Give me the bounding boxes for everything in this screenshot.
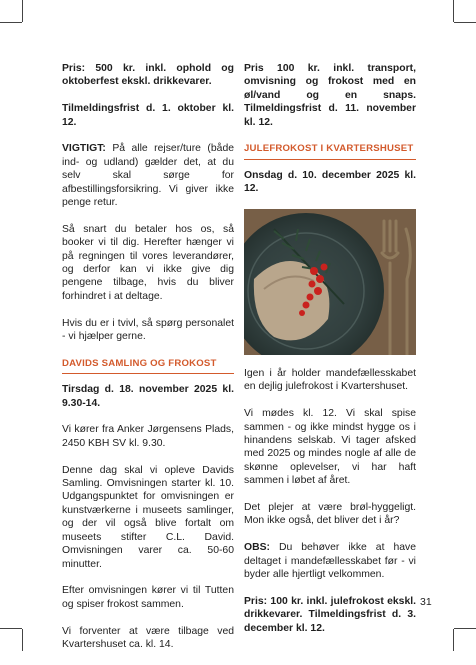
right-column [244, 62, 416, 648]
crop-mark [22, 0, 23, 22]
price-deadline-paragraph: Pris: 100 kr. inkl. julefrokost ekskl. drikkevarer. Tilmeldingsfrist d. 3. december kl. 12. [244, 595, 416, 634]
important-label: VIGTIGT: [62, 143, 106, 155]
help-paragraph: Hvis du er i tvivl, så spørg personalet - vi hjælper gerne. [62, 317, 234, 343]
lunch-paragraph: Efter omvisningen kører vi til Tutten og spiser frokost sammen. [62, 585, 234, 610]
crop-mark [0, 22, 22, 23]
mood-paragraph: Det plejer at være brøl-hyggeligt. Mon ikke også, det bliver det i år? [244, 502, 416, 527]
crop-mark [453, 0, 454, 22]
obs-label: OBS: [244, 542, 270, 554]
crop-mark [454, 628, 476, 629]
section-heading-julefrokost: JULEFROKOST I KVARTERSHUSET [244, 142, 416, 159]
important-text: På alle rejser/ture (både ind- og udland) gælder det, at du selv skal sørge for afbestillingsforsikring. Vi giver ikke penge retur. [62, 143, 234, 209]
crop-mark [0, 628, 22, 629]
crop-mark [22, 629, 23, 651]
event-date: Tirsdag d. 18. november 2025 kl. 9.30-14. [62, 384, 234, 409]
booking-paragraph: Så snart du betaler hos os, så booker vi til dig. Herefter hænger vi på regningen til vores leverandører, og derfor kan vi ikke give dig pengene tilbage, hvis du bliver forhindret i at deltage. [62, 223, 234, 302]
intro-paragraph: Igen i år holder mandefællesskabet en dejlig julefrokost i Kvartershuset. [244, 368, 416, 393]
price-paragraph: Pris 100 kr. inkl. transport, omvisning og frokost med en øl/vand og en snaps. Tilmeldingsfrist d. 11. november kl. 12. [244, 63, 416, 128]
crop-mark [453, 629, 454, 651]
tour-paragraph: Denne dag skal vi opleve Davids Samling. Omvisningen starter kl. 10. Udgangspunktet for omvisningen er kunstværkerne i museets samlinger, og der vil også blive fortalt om museets stifter C.L. David. Omvisningen varer ca. 50-60 minutter. [62, 464, 234, 570]
return-paragraph: Vi forventer at være tilbage ved Kvartershuset ca. kl. 14. [62, 625, 234, 650]
price-paragraph: Pris: 500 kr. inkl. ophold og oktoberfest ekskl. drikkevarer. [62, 63, 234, 88]
event-date: Onsdag d. 10. december 2025 kl. 12. [244, 169, 416, 195]
obs-paragraph [244, 541, 416, 581]
section-heading-davids-samling: DAVIDS SAMLING OG FROKOST [62, 357, 234, 374]
important-paragraph [62, 142, 234, 209]
meeting-paragraph: Vi mødes kl. 12. Vi skal spise sammen - og ikke mindst hygge os i hinandens selskab. Vi tager afsked med 2025 og mindes nogle af alle de skønne oplevelser, vi har haft sammen i løbet af året. [244, 408, 416, 487]
page-number: 31 [420, 596, 432, 608]
crop-mark [454, 22, 476, 23]
deadline-paragraph: Tilmeldingsfrist d. 1. oktober kl. 12. [62, 103, 234, 128]
christmas-table-photo [244, 209, 416, 355]
departure-paragraph: Vi kører fra Anker Jørgensens Plads, 2450 KBH SV kl. 9.30. [62, 424, 234, 449]
obs-text: Du behøver ikke at have deltaget i mandefællesskabet før - vi byder alle hjertligt velkommen. [244, 542, 416, 581]
left-column [62, 62, 234, 665]
